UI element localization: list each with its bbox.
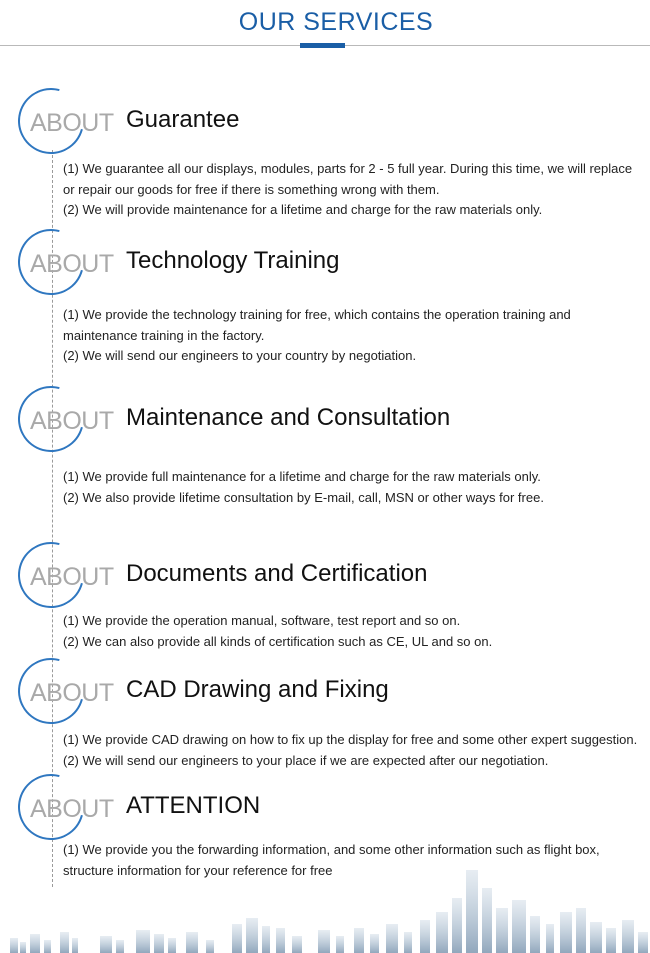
about-label: ABOUT	[30, 563, 114, 591]
section-title: Technology Training	[126, 247, 340, 274]
section-body	[63, 305, 643, 367]
about-label: ABOUT	[30, 109, 114, 137]
section-line: (2) We will send our engineers to your place if we are expected after our negotiation.	[63, 752, 549, 768]
section-line: (2) We will provide maintenance for a lifetime and charge for the raw materials only.	[63, 202, 543, 217]
city-skyline-decoration	[0, 868, 650, 953]
section-line: (2) We will send our engineers to your country by negotiation.	[63, 348, 417, 363]
section-line: (1) We provide full maintenance for a lifetime and charge for the raw materials only.	[63, 469, 541, 484]
section-body	[63, 730, 643, 771]
section-line: (1) We provide you the forwarding information, and some other information such as flight box, structure information for your reference for free	[63, 842, 600, 878]
section-title: Maintenance and Consultation	[126, 404, 451, 431]
section-body	[63, 467, 643, 508]
section-line: (2) We can also provide all kinds of certification such as CE, UL and so on.	[63, 633, 493, 649]
section-line: (2) We also provide lifetime consultation by E-mail, call, MSN or other ways for free.	[63, 489, 544, 505]
about-label: ABOUT	[30, 407, 114, 435]
section-line: (1) We provide the technology training for free, which contains the operation training and maintenance training in the factory.	[63, 307, 571, 343]
section-line: (1) We provide the operation manual, software, test report and so on.	[63, 613, 461, 628]
section-body	[63, 159, 643, 221]
about-label: ABOUT	[30, 250, 114, 278]
page-title: OUR SERVICES	[238, 8, 434, 36]
section-line: (1) We guarantee all our displays, modules, parts for 2 - 5 full year. During this time, we will replace or repair our goods for free if there is something wrong with them.	[63, 161, 633, 197]
about-label: ABOUT	[30, 679, 114, 707]
section-line: (1) We provide CAD drawing on how to fix up the display for free and some other expert suggestion.	[63, 732, 638, 747]
section-title: Documents and Certification	[126, 560, 428, 587]
section-body	[63, 611, 643, 652]
section-title: CAD Drawing and Fixing	[126, 676, 389, 703]
header-accent-bar	[300, 43, 345, 48]
section-title: Guarantee	[126, 106, 240, 133]
about-label: ABOUT	[30, 795, 114, 823]
section-title: ATTENTION	[126, 792, 261, 819]
